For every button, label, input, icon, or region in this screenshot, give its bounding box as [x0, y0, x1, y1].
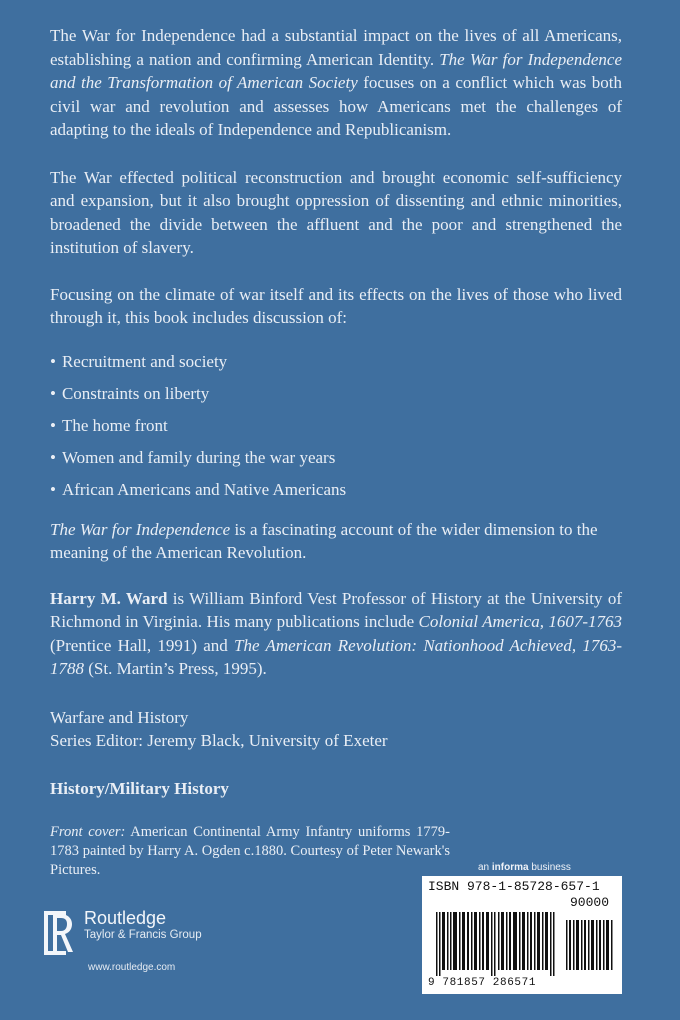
informa-brand: informa: [491, 862, 529, 873]
isbn-barcode: [422, 876, 622, 994]
intro-text: The War for Independence had a substantial impact on the lives of all Americans, establishing a nation and confirming American Identity.: [50, 26, 622, 69]
list-item: [50, 478, 622, 501]
subject-category: History/Military History: [50, 778, 229, 798]
book-title-italic: The War for Independence and the Transformation of American Society: [50, 49, 622, 92]
list-item: [50, 446, 622, 469]
publisher-logo: [44, 908, 202, 956]
routledge-r-icon: [44, 908, 76, 956]
bullet-icon: •: [50, 383, 56, 403]
price-barcode-bars: [566, 912, 616, 976]
informa-text: business: [528, 862, 571, 873]
series-info: [50, 706, 622, 753]
list-item: [50, 350, 622, 373]
publication-title: Colonial America, 1607-1763: [418, 612, 623, 631]
bullet-icon: •: [50, 415, 56, 435]
short-title-italic: The War for Independence: [50, 519, 231, 539]
publisher-group: Taylor & Francis Group: [84, 929, 202, 941]
effects-paragraph: The War effected political reconstruction and brought economic self-sufficiency and expansion, but it also brought oppression of dissenting and ethnic minorities, broadened the divide between the affluent and the poor and strengthened the institution of slavery.: [50, 167, 622, 257]
author-name: Harry M. Ward: [50, 588, 168, 608]
bullet-icon: •: [50, 447, 56, 467]
series-name: Warfare and History: [50, 707, 189, 727]
back-cover-text: [50, 24, 622, 880]
list-item: [50, 382, 622, 405]
focus-paragraph: Focusing on the climate of war itself and its effects on the lives of those who lived through it, this book includes discussion of:: [50, 284, 622, 327]
intro-paragraph: [50, 24, 622, 142]
barcode-digits: 9 781857 286571: [428, 977, 537, 989]
publication-title: The American Revolution: Nationhood Achieved, 1763-1788: [50, 635, 622, 678]
closing-paragraph: [50, 518, 622, 565]
list-item-label: African Americans and Native Americans: [61, 479, 347, 499]
list-item-label: The home front: [61, 415, 168, 435]
price-code: 90000: [570, 895, 610, 910]
cover-credit-label: Front cover:: [50, 823, 126, 840]
informa-text: an: [478, 862, 492, 873]
list-item-label: Women and family during the war years: [61, 447, 336, 467]
publisher-url: www.routledge.com: [88, 962, 176, 973]
cover-credit: [50, 823, 450, 880]
closing-text: is a fascinating account of the wider dimension to the meaning of the American Revolution.: [50, 519, 598, 562]
author-bio-text: is William Binford Vest Professor of History at the University of Richmond in Virginia. His many publications include: [50, 588, 622, 631]
cover-credit-text: American Continental Army Infantry uniforms 1779-1783 painted by Harry A. Ogden c.1880. Courtesy of Peter Newark's Pictures.: [50, 823, 450, 878]
author-bio-text: (St. Martin’s Press, 1995).: [84, 659, 267, 678]
barcode-bars: [436, 912, 558, 976]
intro-text-continued: focuses on a conflict which was both civil war and revolution and assesses how Americans met the challenges of adapting to the ideals of Independence and Republicanism.: [50, 73, 622, 139]
series-editor: Series Editor: Jeremy Black, University of Exeter: [50, 731, 388, 750]
bullet-icon: •: [50, 351, 56, 371]
bullet-icon: •: [50, 479, 56, 499]
isbn-number: ISBN 978-1-85728-657-1: [428, 879, 600, 894]
list-item-label: Recruitment and society: [61, 351, 228, 371]
topics-list: [50, 350, 622, 501]
informa-tagline: [478, 862, 571, 873]
publisher-name: Routledge: [84, 908, 167, 928]
author-bio-text: (Prentice Hall, 1991) and: [50, 635, 235, 655]
list-item: [50, 414, 622, 437]
list-item-label: Constraints on liberty: [61, 383, 210, 403]
author-bio: [50, 587, 622, 681]
